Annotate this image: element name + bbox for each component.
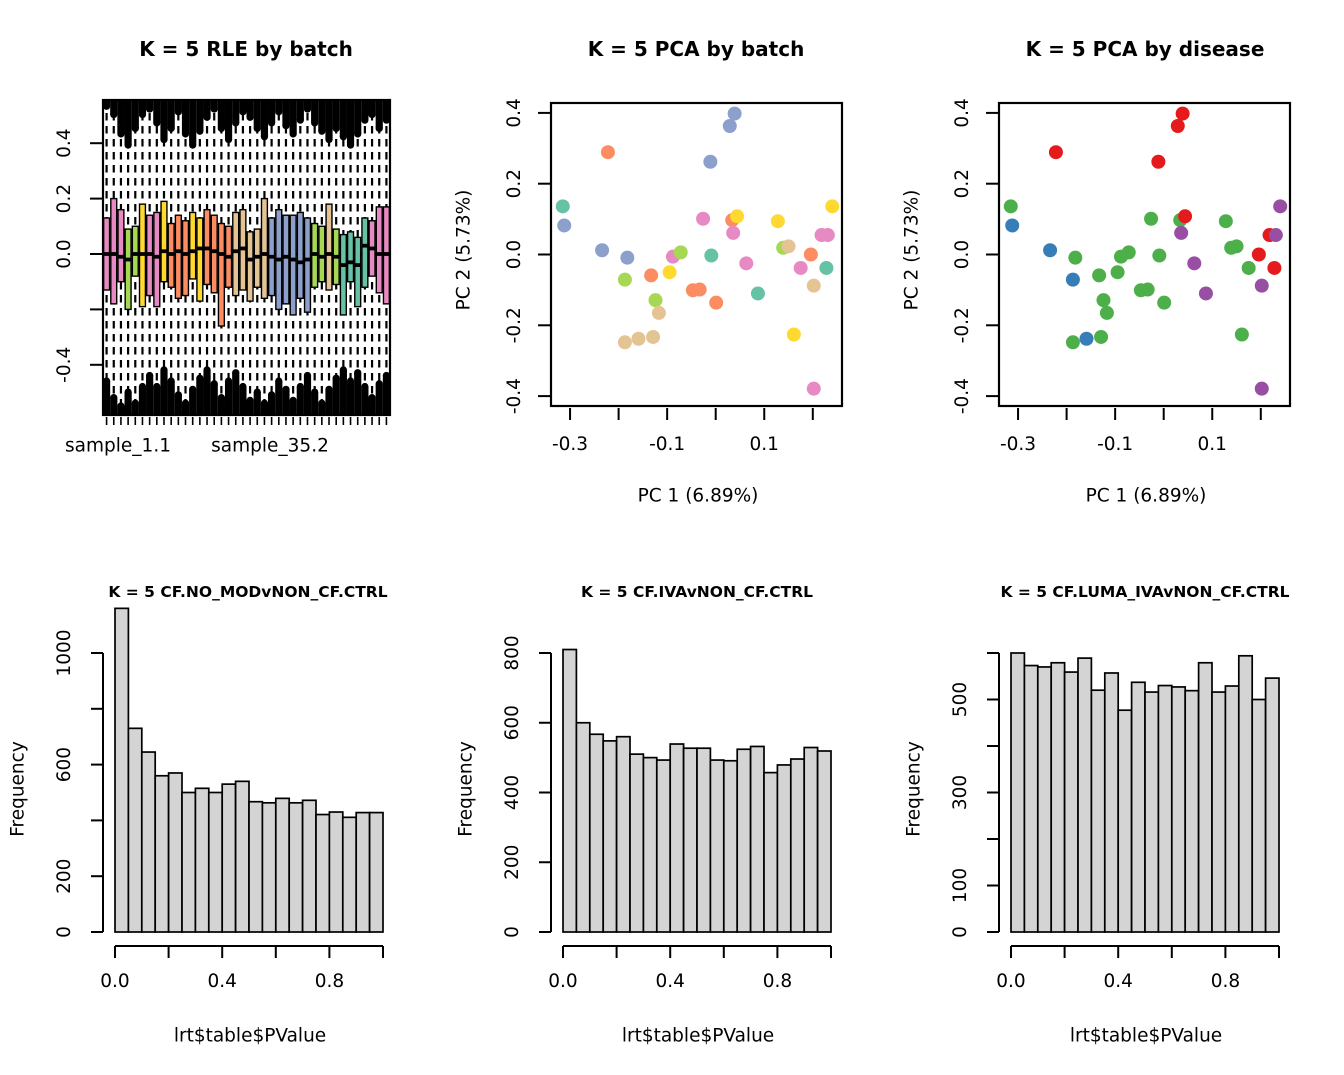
- svg-text:0.2: 0.2: [952, 168, 973, 199]
- svg-text:0.0: 0.0: [996, 971, 1026, 992]
- plot-frame: [551, 103, 842, 406]
- svg-text:0.4: 0.4: [1103, 971, 1133, 992]
- svg-text:600: 600: [502, 705, 523, 741]
- data-points: [1004, 107, 1287, 396]
- svg-text:400: 400: [502, 774, 523, 811]
- svg-text:-0.4: -0.4: [952, 378, 973, 415]
- hist2-xlabel: lrt$table$PValue: [621, 1025, 775, 1047]
- hist2-title: K = 5 CF.IVAvNON_CF.CTRL: [580, 583, 814, 601]
- svg-text:0.4: 0.4: [655, 971, 685, 992]
- svg-text:-0.3: -0.3: [551, 434, 589, 455]
- hist3-ylabel: Frequency: [903, 741, 925, 837]
- rle-sample-label-1: sample_1.1: [65, 435, 171, 457]
- pca-disease-xlabel: PC 1 (6.89%): [1085, 485, 1207, 507]
- svg-text:-0.4: -0.4: [54, 346, 75, 383]
- rle-boxplot: [0, 0, 448, 537]
- svg-text:0.4: 0.4: [952, 98, 973, 128]
- svg-text:0.8: 0.8: [762, 971, 793, 992]
- hist3-xlabel: lrt$table$PValue: [1069, 1025, 1223, 1047]
- hist1-title: K = 5 CF.NO_MODvNON_CF.CTRL: [108, 583, 388, 601]
- pca-batch-xlabel: PC 1 (6.89%): [637, 485, 759, 507]
- svg-text:0.4: 0.4: [207, 971, 237, 992]
- pca-disease-ylabel: PC 2 (5.73%): [901, 189, 923, 311]
- svg-text:0.4: 0.4: [504, 98, 525, 128]
- svg-text:-0.2: -0.2: [504, 307, 525, 344]
- svg-text:0.4: 0.4: [54, 128, 75, 158]
- svg-text:0.8: 0.8: [1210, 971, 1241, 992]
- hist2-ylabel: Frequency: [455, 741, 477, 837]
- svg-text:0.0: 0.0: [504, 239, 525, 270]
- svg-text:-0.3: -0.3: [999, 434, 1037, 455]
- svg-text:500: 500: [950, 681, 971, 718]
- svg-text:-0.2: -0.2: [952, 307, 973, 344]
- svg-text:0.0: 0.0: [100, 971, 130, 992]
- svg-text:0.1: 0.1: [749, 434, 779, 455]
- bars: [115, 608, 383, 932]
- svg-text:100: 100: [950, 867, 971, 904]
- boxplot-area: [103, 98, 390, 417]
- axis-ticks: [986, 113, 1261, 420]
- boxes: [103, 199, 390, 326]
- svg-text:300: 300: [950, 774, 971, 811]
- hist-iva: [448, 537, 896, 1075]
- svg-text:0.0: 0.0: [54, 239, 75, 269]
- bars: [1011, 653, 1279, 932]
- hist1-xlabel: lrt$table$PValue: [173, 1025, 327, 1047]
- svg-text:600: 600: [54, 746, 75, 783]
- svg-text:200: 200: [54, 858, 75, 894]
- svg-text:0: 0: [950, 926, 971, 938]
- svg-text:-0.1: -0.1: [1097, 434, 1134, 455]
- pca-disease-scatter: [896, 0, 1344, 537]
- svg-text:0.2: 0.2: [504, 168, 525, 199]
- hist-no-mod: [0, 537, 448, 1075]
- rle-sample-label-2: sample_35.2: [211, 435, 329, 457]
- axis-ticks: [538, 113, 813, 420]
- data-points: [556, 107, 839, 396]
- plot-frame: [999, 103, 1290, 406]
- pca-batch-title: K = 5 PCA by batch: [587, 37, 805, 61]
- svg-text:200: 200: [502, 844, 523, 880]
- svg-text:0.0: 0.0: [952, 239, 973, 270]
- svg-text:800: 800: [502, 635, 523, 671]
- svg-text:0.1: 0.1: [1197, 434, 1227, 455]
- svg-text:0.8: 0.8: [314, 971, 345, 992]
- axis-ticks: [90, 143, 102, 365]
- hist3-title: K = 5 CF.LUMA_IVAvNON_CF.CTRL: [1000, 583, 1290, 601]
- svg-text:-0.4: -0.4: [504, 378, 525, 415]
- svg-text:1000: 1000: [54, 629, 75, 677]
- svg-text:0.2: 0.2: [54, 183, 75, 214]
- rle-title: K = 5 RLE by batch: [139, 37, 353, 61]
- svg-text:0: 0: [54, 926, 75, 938]
- hist-luma-iva: [896, 537, 1344, 1075]
- sample-ticks: [107, 417, 387, 425]
- hist1-ylabel: Frequency: [7, 741, 29, 837]
- pca-batch-scatter: [448, 0, 896, 537]
- svg-text:-0.1: -0.1: [649, 434, 686, 455]
- pca-disease-title: K = 5 PCA by disease: [1025, 37, 1265, 61]
- svg-text:0.0: 0.0: [548, 971, 578, 992]
- svg-text:0: 0: [502, 926, 523, 938]
- bars: [563, 650, 831, 932]
- pca-batch-ylabel: PC 2 (5.73%): [453, 189, 475, 311]
